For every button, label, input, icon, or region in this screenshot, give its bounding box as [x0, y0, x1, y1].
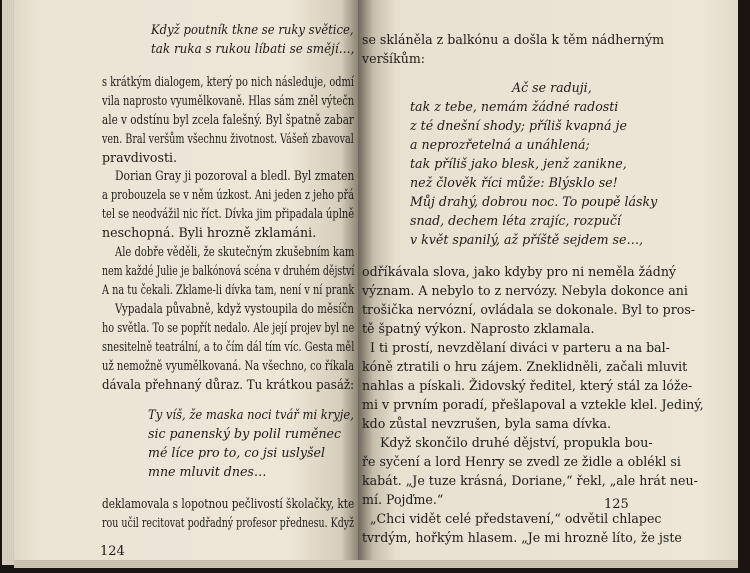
text-line: rou učil recitovat podřadný profesor přednesu. Když — [102, 515, 355, 530]
text-line: nahlas a pískali. Židovský ředitel, který stál za lóže- — [362, 378, 693, 393]
text-line: A na tu čekali. Zklame-li dívka tam, není v ní prank — [102, 282, 355, 297]
text-line: tel se neodvážil nic říct. Dívka jim připadala úplně — [102, 206, 355, 221]
text-line: trošička nervózní, ovládala se dokonale. Byl to pros- — [362, 302, 696, 317]
text-line: kóně ztratili o hru zájem. Zneklidněli, začali mluvit — [362, 359, 688, 374]
verse-line: než člověk říci může: Blýsklo se! — [410, 175, 618, 190]
verse-line: Ty víš, že maska noci tvář mi kryje, — [148, 407, 354, 422]
verse-line: z té dnešní shody; příliš kvapná je — [410, 118, 627, 133]
text-line: neschopná. Byli hrozně zklamáni. — [102, 225, 317, 240]
text-line: ře syčení a lord Henry se zvedl ze židle a oblékl si — [362, 454, 681, 469]
verse-line: Když poutník tkne se ruky světice, — [151, 22, 354, 37]
text-line: pravdivosti. — [102, 150, 178, 165]
text-line: význam. A nebylo to z nervózy. Nebyla dokonce ani — [362, 283, 688, 298]
text-line: už nemožně vyumělkovaná. Na všechno, co říkala — [102, 358, 355, 373]
text-line: Vypadala půvabně, když vystoupila do měsíčn — [115, 301, 355, 316]
text-line: vila naprosto vyumělkovaně. Hlas sám zněl výtečn — [102, 93, 355, 108]
verse-line: tak z tebe, nemám žádné radosti — [410, 99, 619, 114]
text-line: ale v odstínu byl zcela falešný. Byl špatně zabar — [102, 112, 354, 127]
verse-line: a neprozřetelná a unáhlená; — [410, 137, 590, 152]
text-line: mí. Pojďme.“ — [362, 492, 444, 507]
right-page — [358, 0, 738, 560]
text-line: veršíkům: — [362, 51, 426, 66]
verse-line: mne mluvit dnes… — [148, 464, 267, 479]
text-line: „Chci vidět celé představení,“ odvětil chlapec — [370, 511, 662, 526]
text-line: dávala přehnaný důraz. Tu krátkou pasáž: — [102, 377, 355, 392]
text-line: tě špatný výkon. Naprosto zklamala. — [362, 321, 595, 336]
text-line: Dorian Gray ji pozoroval a bledl. Byl zmaten — [115, 168, 355, 183]
text-line: nem každé Julie je balkónová scéna v druhém dějství — [102, 263, 355, 278]
text-line: Ale dobře věděli, že skutečným zkušebním kam — [115, 244, 355, 259]
verse-line: Ač se raduji, — [512, 80, 592, 95]
text-line: mi v prvním poradí, přešlapoval a vztekle klel. Jediný, — [362, 397, 704, 412]
verse-line: sic panenský by polil ruměnec — [148, 426, 342, 441]
text-line: kabát. „Je tuze krásná, Doriane,“ řekl, „ale hrát neu- — [362, 473, 698, 488]
left-page — [14, 0, 358, 560]
text-line: a probouzela se v něm úzkost. Ani jeden z jeho přá — [102, 187, 355, 202]
verse-line: Můj drahý, dobrou noc. To poupě lásky — [410, 194, 658, 209]
text-line: kdo zůstal nevzrušen, byla sama dívka. — [362, 416, 612, 431]
text-line: I ti prostí, nevzdělaní diváci v parteru a na bal- — [370, 340, 670, 355]
text-line: tvrdým, hořkým hlasem. „Je mi hrozně líto, že jste — [362, 530, 682, 545]
page-number: 124 — [100, 544, 125, 559]
text-line: ven. Bral veršům všechnu životnost. Vášeň zbavoval — [102, 131, 354, 146]
page-number: 125 — [604, 497, 629, 512]
verse-line: snad, dechem léta zrajíc, rozpučí — [410, 213, 621, 228]
text-line: ho světla. To se popřít nedalo. Ale její projev byl ne — [102, 320, 355, 335]
text-line: s krátkým dialogem, který po nich následuje, odmí — [102, 74, 354, 89]
text-line: Když skončilo druhé dějství, propukla bou- — [380, 435, 653, 450]
text-line: deklamovala s lopotnou pečlivostí školačky, kte — [102, 496, 355, 511]
verse-line: v květ spanilý, až příště sejdem se…, — [410, 232, 644, 247]
verse-line: mé líce pro to, co jsi uslyšel — [148, 445, 325, 460]
verse-line: tak ruka s rukou líbati se smějí…, — [151, 41, 355, 56]
verse-line: tak příliš jako blesk, jenž zanikne, — [410, 156, 627, 171]
text-line: snesitelně teatrální, a to čím dál tím víc. Gesta měl — [102, 339, 355, 354]
text-line: odříkávala slova, jako kdyby pro ni neměla žádný — [362, 264, 677, 279]
text-line: se skláněla z balkónu a došla k těm nádherným — [362, 32, 665, 47]
